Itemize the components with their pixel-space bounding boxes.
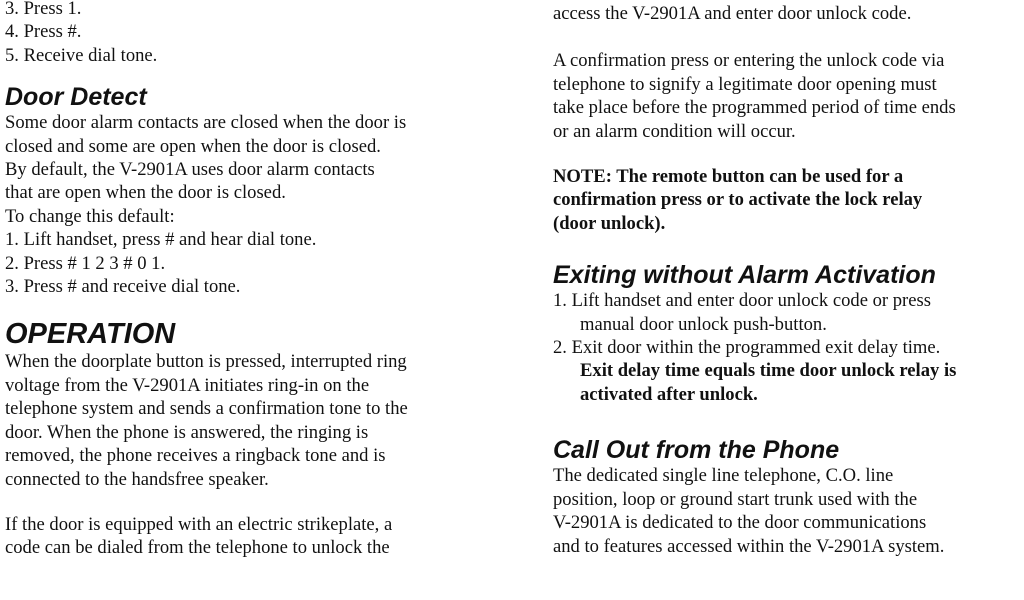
operation-line: removed, the phone receives a ringback tone and is bbox=[5, 445, 386, 467]
door-detect-line: that are open when the door is closed. bbox=[5, 182, 286, 204]
strikeplate-line: If the door is equipped with an electric strikeplate, a bbox=[5, 513, 393, 535]
exit-step-2: 2. Exit door within the programmed exit delay time. bbox=[553, 337, 941, 359]
exit-delay-note: activated after unlock. bbox=[580, 383, 758, 405]
confirm-line: A confirmation press or entering the unlock code via bbox=[553, 50, 945, 72]
confirm-line: telephone to signify a legitimate door opening must bbox=[553, 73, 937, 95]
door-detect-heading: Door Detect bbox=[5, 83, 147, 112]
confirm-line: or an alarm condition will occur. bbox=[553, 120, 796, 142]
operation-heading: OPERATION bbox=[5, 318, 176, 351]
door-detect-line: closed and some are open when the door is closed. bbox=[5, 135, 381, 157]
door-detect-step: 1. Lift handset, press # and hear dial tone. bbox=[5, 229, 317, 251]
step-3: 3. Press 1. bbox=[5, 0, 82, 19]
operation-line: door. When the phone is answered, the ringing is bbox=[5, 421, 369, 443]
exit-step-1: 1. Lift handset and enter door unlock code or press bbox=[553, 290, 931, 312]
door-detect-step: 2. Press # 1 2 3 # 0 1. bbox=[5, 252, 166, 274]
step-5: 5. Receive dial tone. bbox=[5, 44, 158, 66]
call-out-line: and to features accessed within the V-2901A system. bbox=[553, 535, 945, 557]
exit-step-1-cont: manual door unlock push-button. bbox=[580, 313, 827, 335]
note-line: (door unlock). bbox=[553, 212, 666, 234]
note-line: confirmation press or to activate the lock relay bbox=[553, 189, 923, 211]
call-out-line: position, loop or ground start trunk used with the bbox=[553, 488, 918, 510]
step-4: 4. Press #. bbox=[5, 21, 82, 43]
door-detect-step: 3. Press # and receive dial tone. bbox=[5, 276, 241, 298]
strikeplate-line: code can be dialed from the telephone to unlock the bbox=[5, 537, 390, 559]
operation-line: When the doorplate button is pressed, interrupted ring bbox=[5, 351, 407, 373]
right-column bbox=[553, 2, 1024, 558]
operation-line: telephone system and sends a confirmation tone to the bbox=[5, 398, 408, 420]
unlock-code-line: access the V-2901A and enter door unlock code. bbox=[553, 3, 912, 24]
exiting-heading: Exiting without Alarm Activation bbox=[553, 261, 936, 290]
operation-line: connected to the handsfree speaker. bbox=[5, 468, 269, 490]
call-out-heading: Call Out from the Phone bbox=[553, 436, 840, 465]
operation-line: voltage from the V-2901A initiates ring-in on the bbox=[5, 374, 370, 396]
door-detect-line: By default, the V-2901A uses door alarm contacts bbox=[5, 159, 375, 181]
exit-delay-note: Exit delay time equals time door unlock relay is bbox=[580, 360, 957, 382]
note-line: NOTE: The remote button can be used for a bbox=[553, 166, 904, 188]
confirm-line: take place before the programmed period of time ends bbox=[553, 97, 956, 119]
door-detect-line: To change this default: bbox=[5, 205, 175, 227]
call-out-line: V-2901A is dedicated to the door communications bbox=[553, 512, 927, 534]
left-column bbox=[5, 0, 480, 560]
call-out-line: The dedicated single line telephone, C.O. line bbox=[553, 465, 894, 487]
door-detect-line: Some door alarm contacts are closed when the door is bbox=[5, 112, 407, 134]
